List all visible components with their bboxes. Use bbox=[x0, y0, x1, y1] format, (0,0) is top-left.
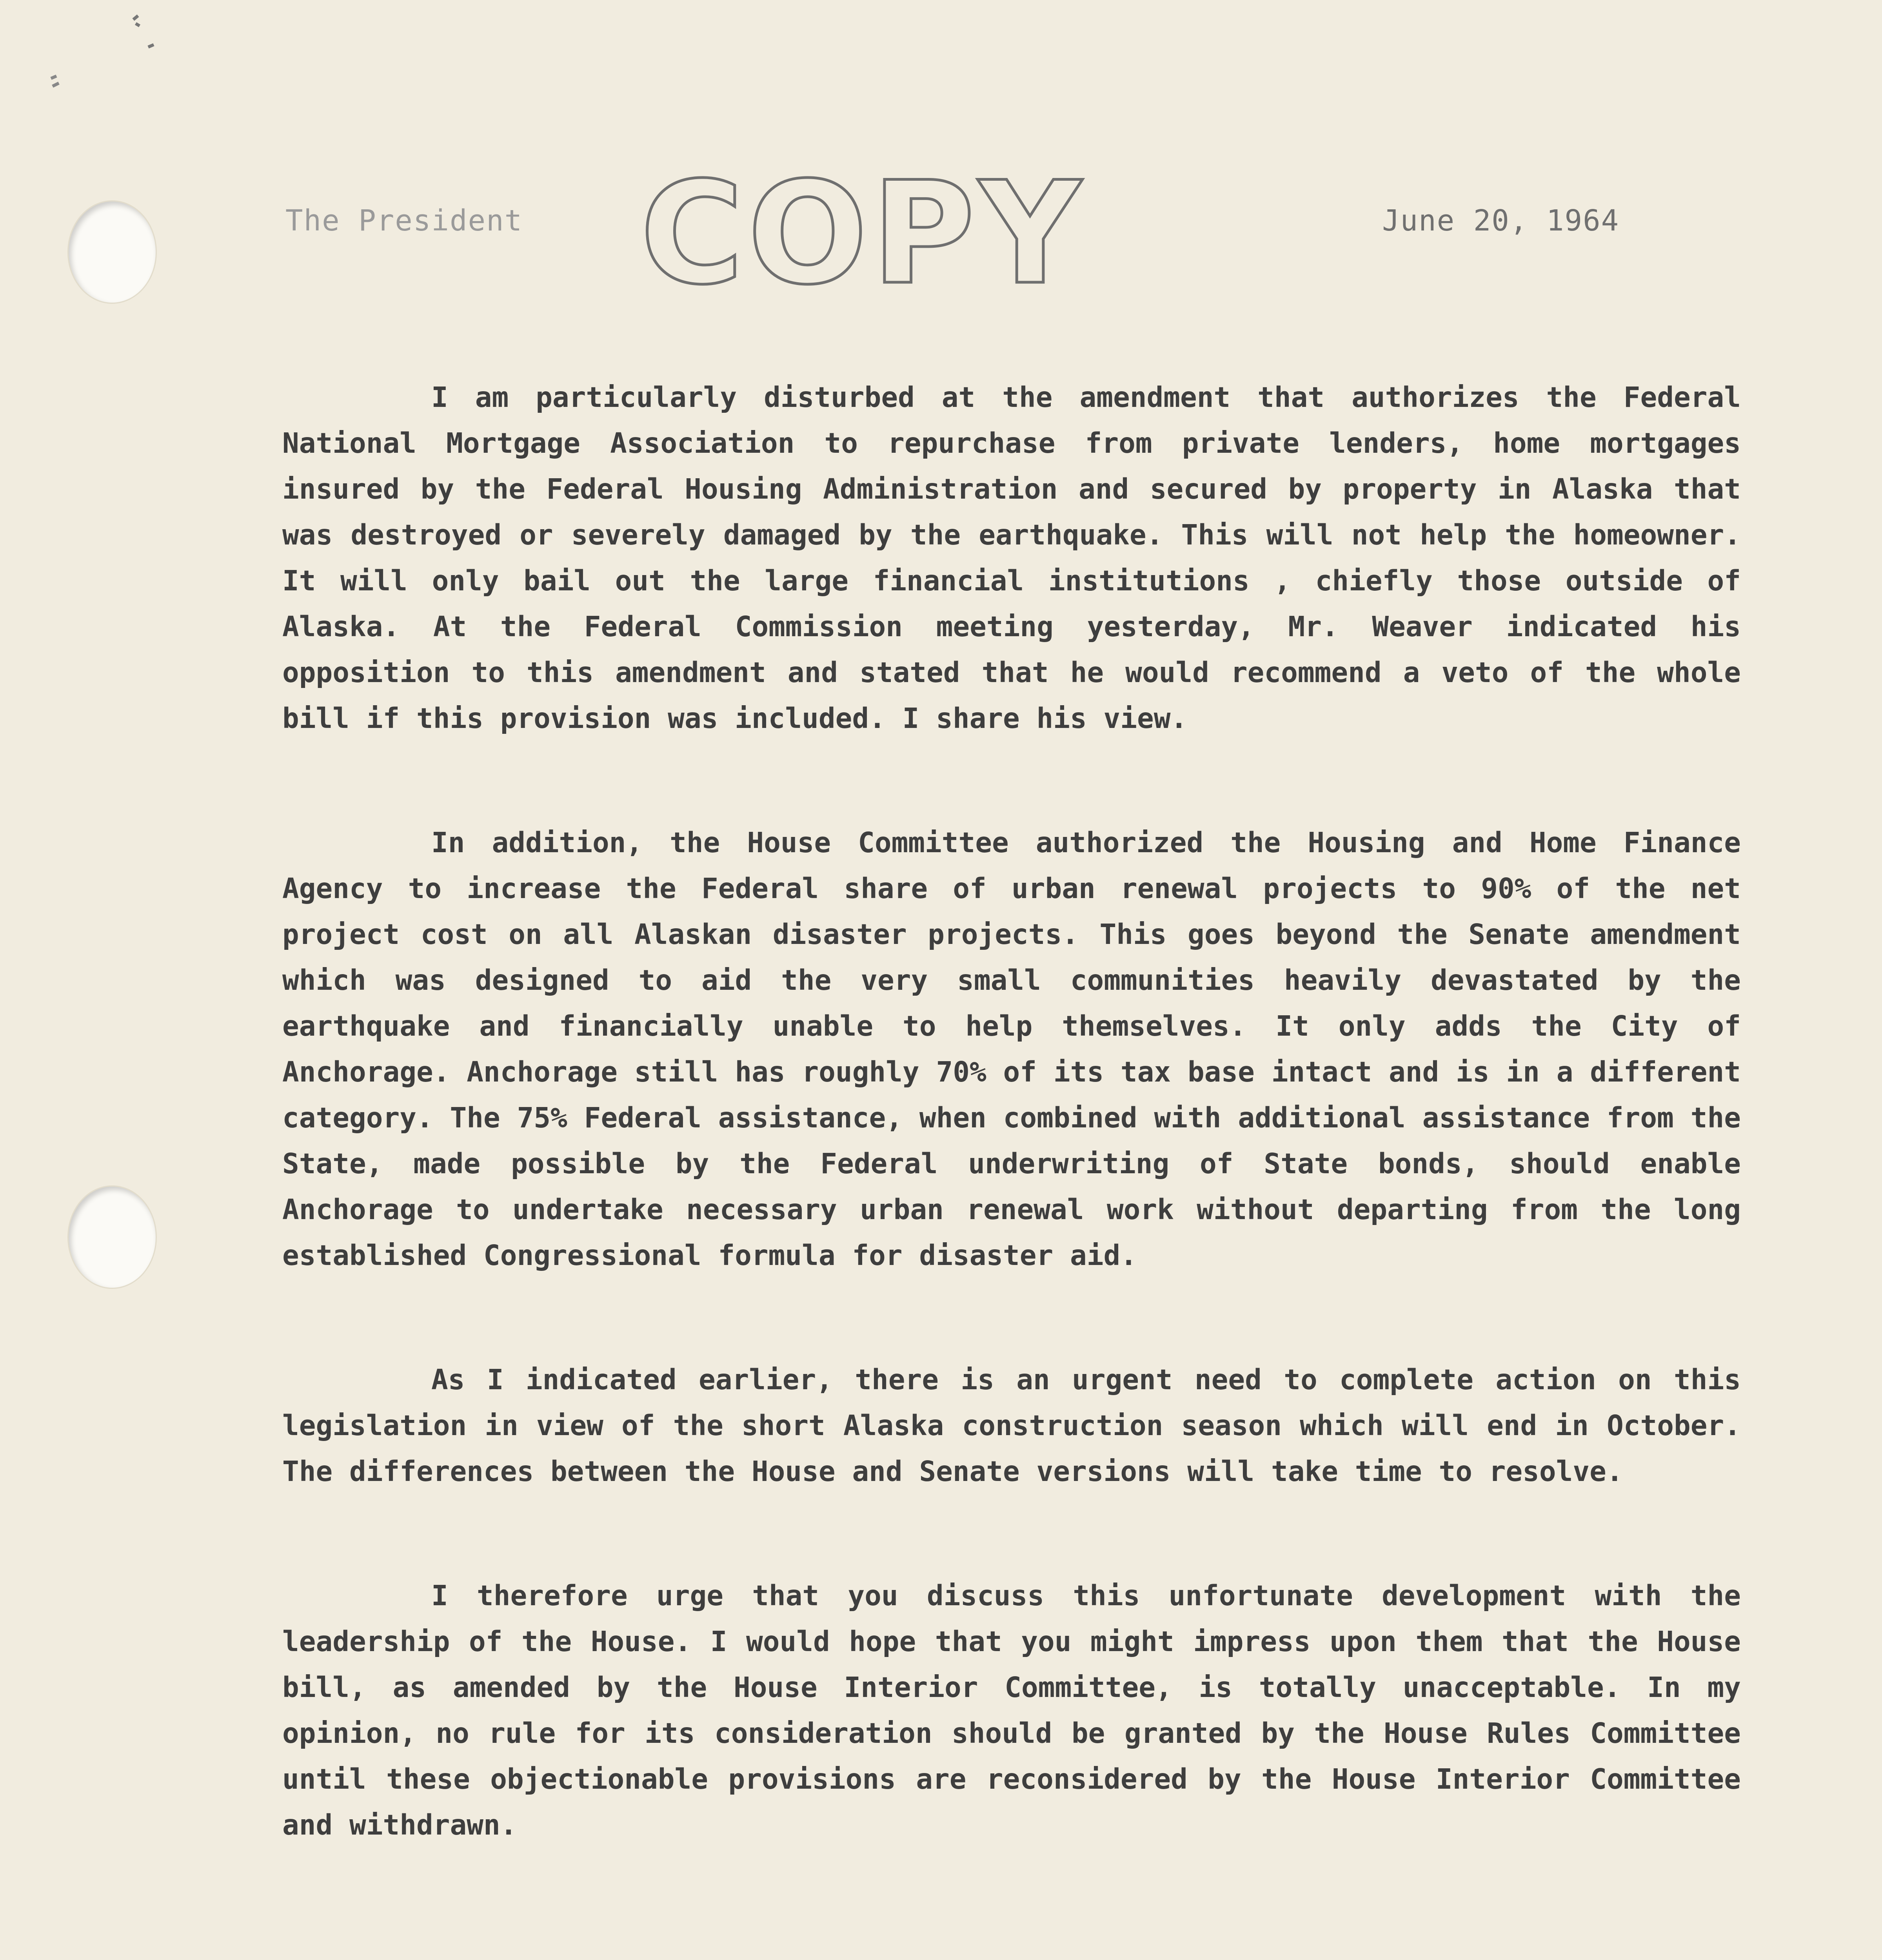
paragraph-1: I am particularly disturbed at the amendment that authorizes the Federal National Mortgage Association to repurchase from private lenders, home mortgages insured by the Federal Housing Administration and secured by property in Alaska that was destroyed or severely damaged by the earthquake. This will not help the homeowner. It will only bail out the large financial institutions , chiefly those outside of Alaska. At the Federal Commission meeting yesterday, Mr. Weaver indicated his opposition to this amendment and stated that he would recommend a veto of the whole bill if this provision was included. I share his view. bbox=[282, 381, 1741, 735]
corner-marks-icon bbox=[43, 8, 169, 98]
salutation: The President bbox=[285, 204, 523, 238]
copy-stamp-text: COPY bbox=[640, 165, 1085, 298]
letter-date: June 20, 1964 bbox=[1382, 204, 1620, 238]
letter-body bbox=[282, 374, 1741, 1848]
copy-stamp-icon bbox=[616, 165, 1110, 298]
paragraph-3: As I indicated earlier, there is an urgent need to complete action on this legislation in view of the short Alaska construction season which will end in October. The differences between the House and Senate versions will take time to resolve. bbox=[282, 1363, 1741, 1488]
paragraph-4: I therefore urge that you discuss this unfortunate development with the leadership of the House. I would hope that you might impress upon them that the House bill, as amended by the House Interior Committee, is totally unacceptable. In my opinion, no rule for its consideration should be granted by the House Rules Committee until these objectionable provisions are reconsidered by the House Interior Committee and withdrawn. bbox=[282, 1579, 1741, 1841]
binder-hole-top bbox=[69, 201, 156, 303]
binder-hole-middle bbox=[69, 1187, 156, 1288]
paragraph-2: In addition, the House Committee authorized the Housing and Home Finance Agency to increase the Federal share of urban renewal projects to 90% of the net project cost on all Alaskan disaster projects. This goes beyond the Senate amendment which was designed to aid the very small communities heavily devastated by the earthquake and financially unable to help themselves. It only adds the City of Anchorage. Anchorage still has roughly 70% of its tax base intact and is in a different category. The 75% Federal assistance, when combined with additional assistance from the State, made possible by the Federal underwriting of State bonds, should enable Anchorage to undertake necessary urban renewal work without departing from the long established Congressional formula for disaster aid. bbox=[282, 826, 1741, 1272]
